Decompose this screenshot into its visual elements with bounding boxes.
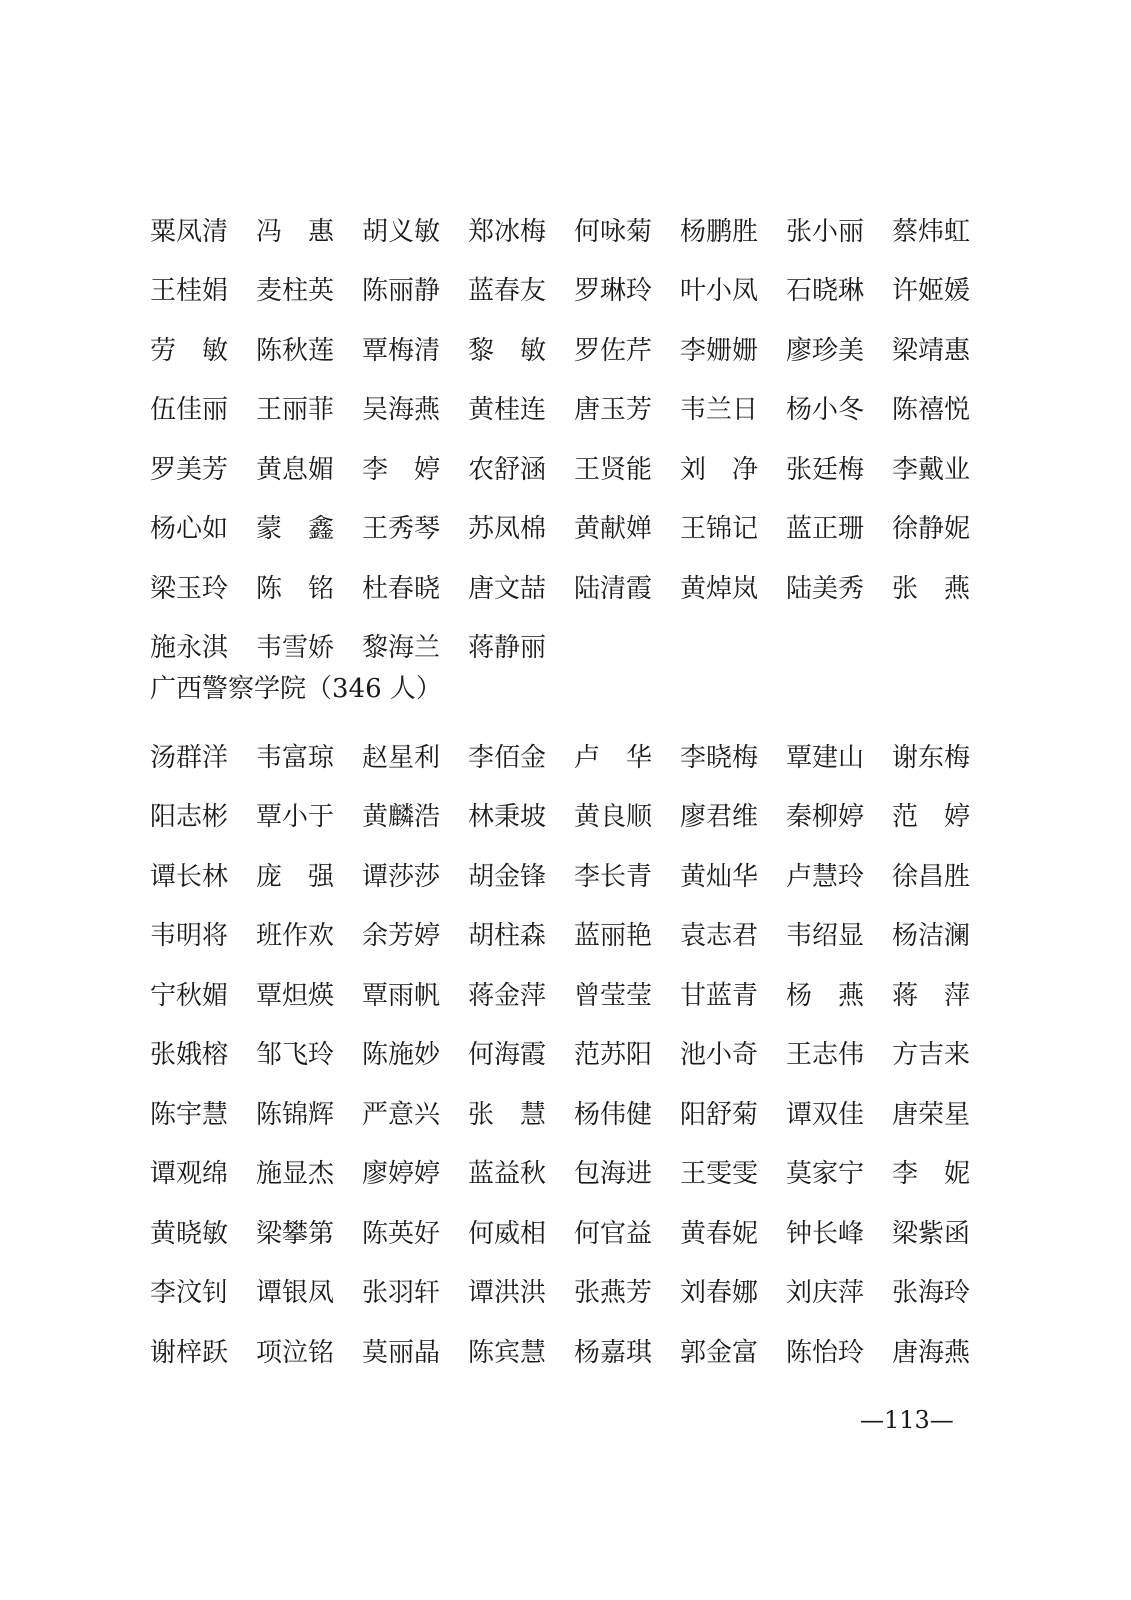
person-name: 麦柱英 (256, 276, 335, 307)
person-name: 谢梓跃 (150, 1337, 229, 1368)
person-name: 冯 惠 (256, 216, 335, 247)
name-row (150, 1323, 970, 1383)
person-name: 胡柱森 (468, 921, 547, 952)
name-row (150, 1026, 970, 1086)
person-name: 谭长林 (150, 861, 229, 892)
name-row (150, 440, 970, 500)
person-name: 廖珍美 (786, 335, 865, 366)
person-name: 谭银凤 (256, 1278, 335, 1309)
person-name: 林秉坡 (468, 802, 547, 833)
person-name: 庞 强 (256, 861, 335, 892)
person-name: 唐荣星 (892, 1099, 971, 1130)
name-row (150, 788, 970, 848)
person-name: 覃梅清 (362, 335, 441, 366)
person-name: 池小奇 (680, 1040, 759, 1071)
person-name: 杨鹏胜 (680, 216, 759, 247)
person-name: 韦兰日 (680, 395, 759, 426)
name-row (150, 728, 970, 788)
person-name: 蔡炜虹 (892, 216, 971, 247)
person-name: 卢慧玲 (786, 861, 865, 892)
person-name: 李长青 (574, 861, 653, 892)
person-name: 韦雪娇 (256, 633, 335, 664)
person-name: 张 燕 (892, 573, 971, 604)
person-name: 谭莎莎 (362, 861, 441, 892)
person-name: 钟长峰 (786, 1218, 865, 1249)
person-name: 韦富琼 (256, 742, 335, 773)
name-list-continued (150, 202, 970, 678)
person-name: 何海霞 (468, 1040, 547, 1071)
person-name: 张燕芳 (574, 1278, 653, 1309)
person-name: 阳志彬 (150, 802, 229, 833)
person-name: 王桂娟 (150, 276, 229, 307)
person-name: 王锦记 (680, 514, 759, 545)
name-row (150, 321, 970, 381)
person-name: 劳 敏 (150, 335, 229, 366)
person-name: 班作欢 (256, 921, 335, 952)
person-name: 赵星利 (362, 742, 441, 773)
person-name: 粟凤清 (150, 216, 229, 247)
person-name: 农舒涵 (468, 454, 547, 485)
person-name: 吴海燕 (362, 395, 441, 426)
person-name: 陈怡玲 (786, 1337, 865, 1368)
name-row (150, 559, 970, 619)
person-name: 蒙 鑫 (256, 514, 335, 545)
person-name: 徐昌胜 (892, 861, 971, 892)
person-name: 王贤能 (574, 454, 653, 485)
person-name: 陈英好 (362, 1218, 441, 1249)
person-name: 汤群洋 (150, 742, 229, 773)
person-name: 李 婷 (362, 454, 441, 485)
person-name: 唐玉芳 (574, 395, 653, 426)
person-name: 卢 华 (574, 742, 653, 773)
person-name: 陈禧悦 (892, 395, 971, 426)
person-name: 项泣铭 (256, 1337, 335, 1368)
name-row (150, 262, 970, 322)
person-name: 陈锦辉 (256, 1099, 335, 1130)
person-name: 谭洪洪 (468, 1278, 547, 1309)
person-name: 李汶钊 (150, 1278, 229, 1309)
person-name: 陈施妙 (362, 1040, 441, 1071)
person-name: 廖婷婷 (362, 1159, 441, 1190)
person-name: 陈丽静 (362, 276, 441, 307)
person-name: 余芳婷 (362, 921, 441, 952)
person-name: 韦明将 (150, 921, 229, 952)
person-name: 王雯雯 (680, 1159, 759, 1190)
person-name: 郑冰梅 (468, 216, 547, 247)
person-name: 杨心如 (150, 514, 229, 545)
person-name: 蒋静丽 (468, 633, 547, 664)
person-name: 蓝春友 (468, 276, 547, 307)
name-row (150, 1145, 970, 1205)
person-name: 蓝丽艳 (574, 921, 653, 952)
person-name: 李 妮 (892, 1159, 971, 1190)
person-name: 陈宾慧 (468, 1337, 547, 1368)
person-name: 范苏阳 (574, 1040, 653, 1071)
person-name: 何威相 (468, 1218, 547, 1249)
name-list-police-college (150, 728, 970, 1383)
person-name: 陈 铭 (256, 573, 335, 604)
person-name: 徐静妮 (892, 514, 971, 545)
person-name: 黄灿华 (680, 861, 759, 892)
person-name: 黄晓敏 (150, 1218, 229, 1249)
person-name: 廖君维 (680, 802, 759, 833)
person-name: 袁志君 (680, 921, 759, 952)
person-name: 宁秋媚 (150, 980, 229, 1011)
person-name: 方吉来 (892, 1040, 971, 1071)
name-row (150, 1204, 970, 1264)
person-name: 郭金富 (680, 1337, 759, 1368)
person-name: 梁靖惠 (892, 335, 971, 366)
person-name: 范 婷 (892, 802, 971, 833)
person-name: 胡金锋 (468, 861, 547, 892)
person-name: 蒋 萍 (892, 980, 971, 1011)
page-number: —113— (860, 1406, 954, 1434)
person-name: 杨嘉琪 (574, 1337, 653, 1368)
person-name: 罗美芳 (150, 454, 229, 485)
person-name: 黎 敏 (468, 335, 547, 366)
person-name: 张 慧 (468, 1099, 547, 1130)
person-name: 杨小冬 (786, 395, 865, 426)
person-name: 唐海燕 (892, 1337, 971, 1368)
person-name: 严意兴 (362, 1099, 441, 1130)
person-name: 阳舒菊 (680, 1099, 759, 1130)
person-name: 莫丽晶 (362, 1337, 441, 1368)
person-name: 施显杰 (256, 1159, 335, 1190)
person-name: 覃炟煐 (256, 980, 335, 1011)
person-name: 刘庆萍 (786, 1278, 865, 1309)
person-name: 谭双佳 (786, 1099, 865, 1130)
person-name: 李晓梅 (680, 742, 759, 773)
section-heading: 广西警察学院（346 人） (150, 674, 442, 704)
person-name: 张廷梅 (786, 454, 865, 485)
person-name: 覃建山 (786, 742, 865, 773)
name-row (150, 907, 970, 967)
person-name: 甘蓝青 (680, 980, 759, 1011)
person-name: 蓝正珊 (786, 514, 865, 545)
person-name: 罗琳玲 (574, 276, 653, 307)
person-name: 黄良顺 (574, 802, 653, 833)
person-name: 刘 净 (680, 454, 759, 485)
person-name: 陆美秀 (786, 573, 865, 604)
person-name: 黄献婵 (574, 514, 653, 545)
person-name: 陈宇慧 (150, 1099, 229, 1130)
person-name: 邹飞玲 (256, 1040, 335, 1071)
person-name: 张娥榕 (150, 1040, 229, 1071)
person-name: 刘春娜 (680, 1278, 759, 1309)
person-name: 黄春妮 (680, 1218, 759, 1249)
person-name: 黎海兰 (362, 633, 441, 664)
person-name: 李佰金 (468, 742, 547, 773)
person-name: 罗佐芹 (574, 335, 653, 366)
name-row (150, 500, 970, 560)
name-row (150, 847, 970, 907)
person-name: 梁紫函 (892, 1218, 971, 1249)
person-name: 包海进 (574, 1159, 653, 1190)
person-name: 何咏菊 (574, 216, 653, 247)
person-name: 张羽轩 (362, 1278, 441, 1309)
person-name: 张海玲 (892, 1278, 971, 1309)
person-name: 王丽菲 (256, 395, 335, 426)
name-row (150, 202, 970, 262)
person-name: 蒋金萍 (468, 980, 547, 1011)
person-name: 韦绍显 (786, 921, 865, 952)
person-name: 覃雨帆 (362, 980, 441, 1011)
person-name: 叶小凤 (680, 276, 759, 307)
person-name: 梁攀第 (256, 1218, 335, 1249)
person-name: 曾莹莹 (574, 980, 653, 1011)
person-name: 谢东梅 (892, 742, 971, 773)
name-row (150, 1264, 970, 1324)
person-name: 莫家宁 (786, 1159, 865, 1190)
name-row (150, 1085, 970, 1145)
person-name: 许姬媛 (892, 276, 971, 307)
person-name: 杨洁澜 (892, 921, 971, 952)
name-row (150, 381, 970, 441)
person-name: 黄息媚 (256, 454, 335, 485)
person-name: 黄焯岚 (680, 573, 759, 604)
person-name: 张小丽 (786, 216, 865, 247)
person-name: 王秀琴 (362, 514, 441, 545)
person-name: 胡义敏 (362, 216, 441, 247)
person-name: 杜春晓 (362, 573, 441, 604)
person-name: 谭观绵 (150, 1159, 229, 1190)
person-name: 苏凤棉 (468, 514, 547, 545)
person-name: 梁玉玲 (150, 573, 229, 604)
person-name: 覃小于 (256, 802, 335, 833)
person-name: 伍佳丽 (150, 395, 229, 426)
person-name: 李戴业 (892, 454, 971, 485)
person-name: 杨 燕 (786, 980, 865, 1011)
person-name: 石晓琳 (786, 276, 865, 307)
person-name: 黄麟浩 (362, 802, 441, 833)
person-name: 黄桂连 (468, 395, 547, 426)
person-name: 唐文喆 (468, 573, 547, 604)
person-name: 李姗姗 (680, 335, 759, 366)
person-name: 王志伟 (786, 1040, 865, 1071)
person-name: 何官益 (574, 1218, 653, 1249)
name-row (150, 966, 970, 1026)
person-name: 陈秋莲 (256, 335, 335, 366)
person-name: 蓝益秋 (468, 1159, 547, 1190)
person-name: 秦柳婷 (786, 802, 865, 833)
person-name: 杨伟健 (574, 1099, 653, 1130)
person-name: 施永淇 (150, 633, 229, 664)
person-name: 陆清霞 (574, 573, 653, 604)
